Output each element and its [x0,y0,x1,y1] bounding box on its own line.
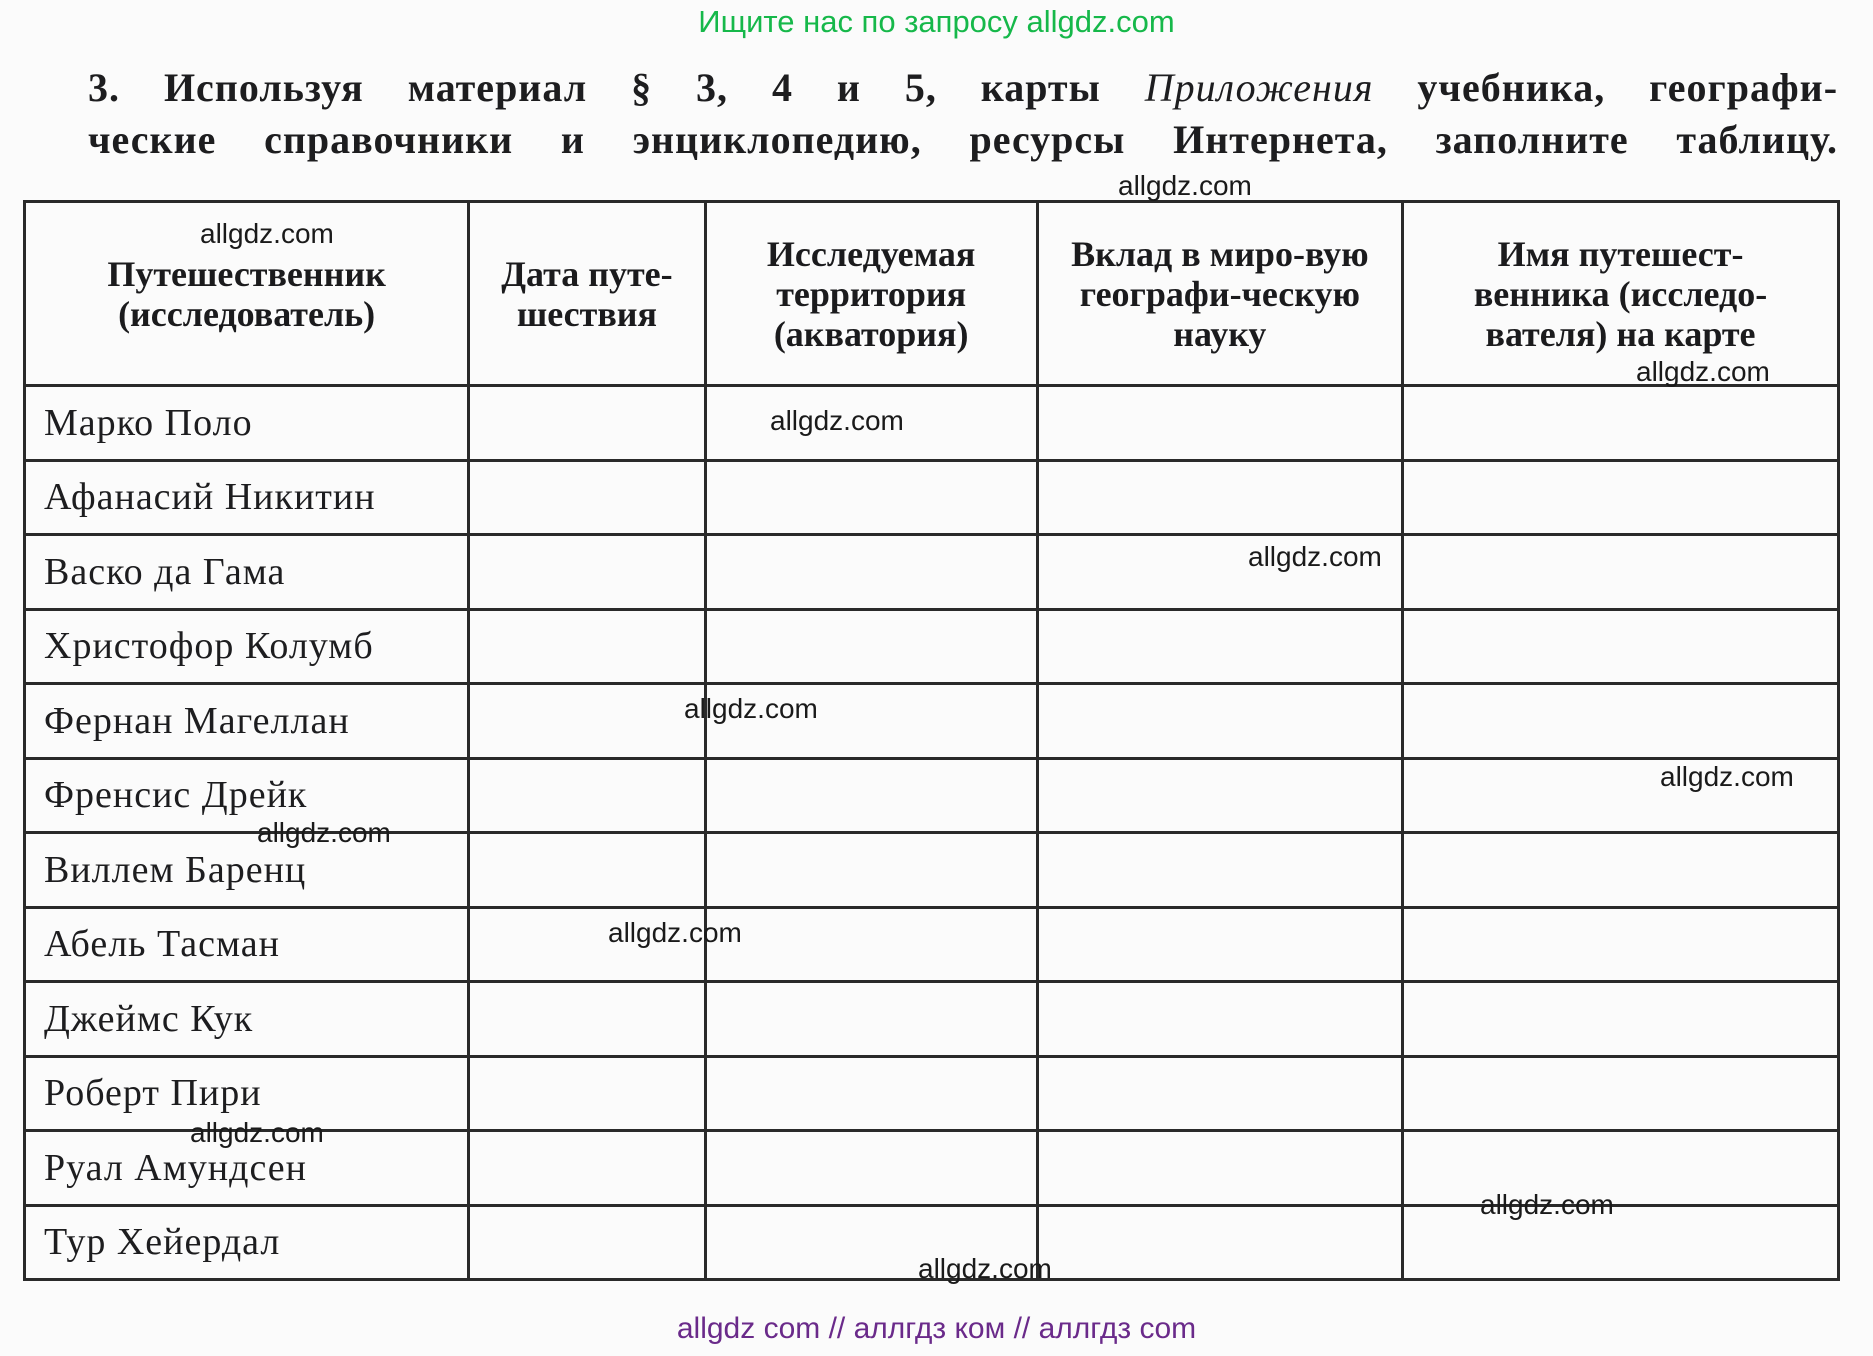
date-cell[interactable] [469,1131,705,1206]
header-territory: Исследуемая территория (акватория) [705,202,1037,386]
name-on-map-cell[interactable] [1403,386,1839,461]
name-on-map-cell[interactable] [1403,1131,1839,1206]
name-on-map-cell[interactable] [1403,833,1839,908]
date-cell[interactable] [469,386,705,461]
date-cell[interactable] [469,1205,705,1280]
traveler-name-cell: Марко Поло [25,386,469,461]
contribution-cell[interactable] [1037,386,1402,461]
watermark: allgdz.com [190,1117,324,1148]
date-cell[interactable] [469,758,705,833]
traveler-name-cell: Руал Амундсен [25,1131,469,1206]
traveler-name-cell: Джеймс Кук [25,982,469,1057]
watermark: allgdz.com [200,218,334,249]
watermark: allgdz.com [1636,356,1770,387]
watermark: allgdz.com [684,693,818,724]
name-on-map-cell[interactable] [1403,1205,1839,1280]
territory-cell[interactable] [705,460,1037,535]
name-on-map-cell[interactable] [1403,982,1839,1057]
traveler-name-cell: Афанасий Никитин [25,460,469,535]
header-name-on-map: Имя путешест-венника (исследо-вателя) на карте [1403,202,1839,386]
territory-cell[interactable] [705,535,1037,610]
task-text-before: Используя материал § 3, 4 и 5, карты [163,65,1101,110]
date-cell[interactable] [469,609,705,684]
territory-cell[interactable] [705,758,1037,833]
name-on-map-cell[interactable] [1403,1056,1839,1131]
task-line-2: ческие справочники и энциклопедию, ресурсы Интернета, заполните таблицу. [88,117,1838,162]
contribution-cell[interactable] [1037,460,1402,535]
table-row [25,386,1839,461]
contribution-cell[interactable] [1037,609,1402,684]
contribution-cell[interactable] [1037,1056,1402,1131]
watermark: allgdz.com [918,1253,1052,1284]
contribution-cell[interactable] [1037,1131,1402,1206]
name-on-map-cell[interactable] [1403,907,1839,982]
watermark: allgdz.com [1480,1189,1614,1220]
date-cell[interactable] [469,684,705,759]
watermark: allgdz.com [1118,170,1252,201]
table-row [25,609,1839,684]
traveler-name-cell: Френсис Дрейк [25,758,469,833]
traveler-name-cell: Васко да Гама [25,535,469,610]
watermark: allgdz.com [1248,541,1382,572]
traveler-name-cell: Христофор Колумб [25,609,469,684]
name-on-map-cell[interactable] [1403,460,1839,535]
contribution-cell[interactable] [1037,1205,1402,1280]
bottom-banner-link[interactable]: allgdz com // аллгдз ком // аллгдз com [676,1312,1197,1345]
task-number: 3. [88,65,120,110]
top-banner-link[interactable]: Ищите нас по запросу allgdz.com [698,4,1175,39]
watermark: allgdz.com [770,405,904,436]
watermark: allgdz.com [257,817,391,848]
table-row [25,982,1839,1057]
table-row [25,535,1839,610]
table-row [25,684,1839,759]
territory-cell[interactable] [705,1056,1037,1131]
task-italic-word: Приложения [1144,65,1374,110]
traveler-name-cell: Тур Хейердал [25,1205,469,1280]
task-text [88,62,1838,166]
contribution-cell[interactable] [1037,684,1402,759]
traveler-name-cell: Абель Тасман [25,907,469,982]
territory-cell[interactable] [705,907,1037,982]
contribution-cell[interactable] [1037,982,1402,1057]
traveler-name-cell: Виллем Баренц [25,833,469,908]
contribution-cell[interactable] [1037,758,1402,833]
contribution-cell[interactable] [1037,907,1402,982]
header-contribution: Вклад в миро-вую географи-ческую науку [1037,202,1402,386]
header-traveler: Путешественник (исследователь) [25,202,469,386]
name-on-map-cell[interactable] [1403,535,1839,610]
territory-cell[interactable] [705,982,1037,1057]
task-text-after: учебника, географи- [1417,65,1839,110]
header-date: Дата путе-шествия [469,202,705,386]
table-row [25,907,1839,982]
name-on-map-cell[interactable] [1403,684,1839,759]
date-cell[interactable] [469,1056,705,1131]
territory-cell[interactable] [705,833,1037,908]
traveler-name-cell: Роберт Пири [25,1056,469,1131]
date-cell[interactable] [469,460,705,535]
date-cell[interactable] [469,535,705,610]
territory-cell[interactable] [705,609,1037,684]
watermark: allgdz.com [608,917,742,948]
contribution-cell[interactable] [1037,833,1402,908]
table-row [25,460,1839,535]
watermark: allgdz.com [1660,761,1794,792]
date-cell[interactable] [469,982,705,1057]
territory-cell[interactable] [705,1131,1037,1206]
date-cell[interactable] [469,833,705,908]
name-on-map-cell[interactable] [1403,609,1839,684]
traveler-name-cell: Фернан Магеллан [25,684,469,759]
